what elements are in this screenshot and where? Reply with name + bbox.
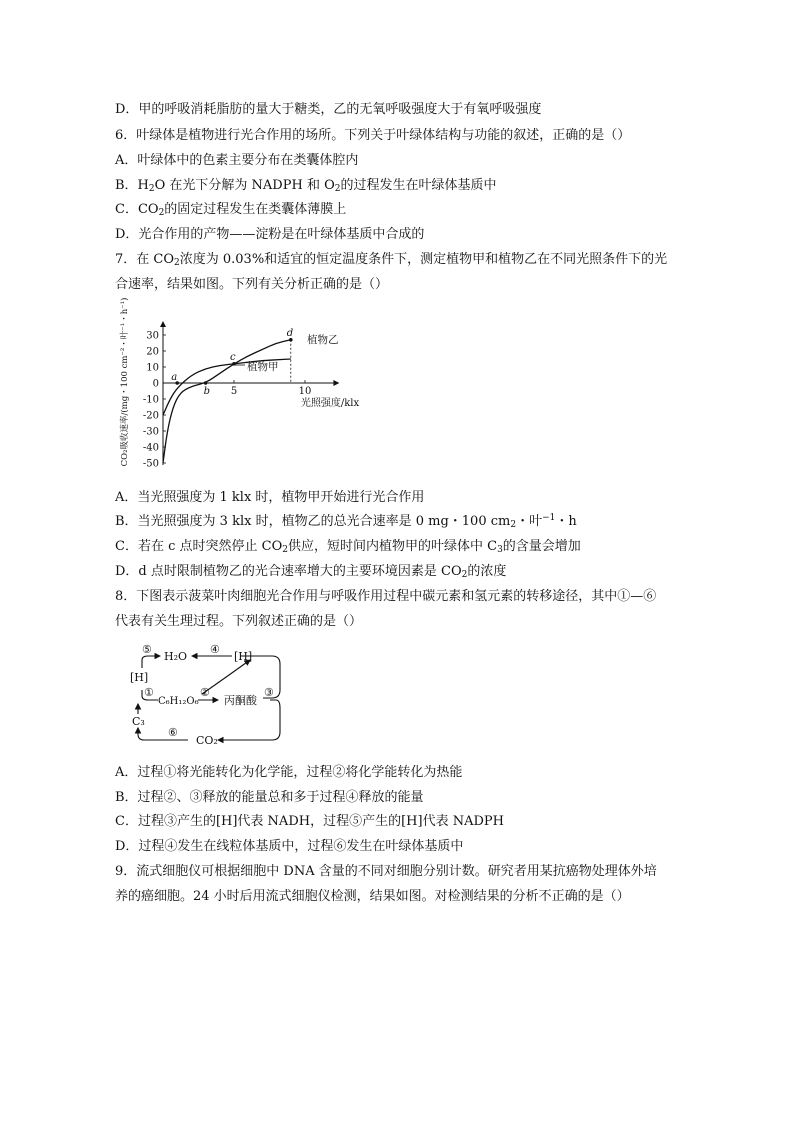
text-line: 8．下图表示菠菜叶肉细胞光合作用与呼吸作用过程中碳元素和氢元素的转移途径，其中①—⑥ <box>115 589 657 604</box>
text-line: A．过程①将光能转化为化学能，过程②将化学能转化为热能 <box>115 765 463 780</box>
text-segment: B．当光照强度为 3 klx 时，植物乙的总光合速率是 0 mg・100 cm <box>115 514 511 529</box>
text-line: A．当光照强度为 1 klx 时，植物甲开始进行光合作用 <box>115 490 425 505</box>
text-line: 6．叶绿体是植物进行光合作用的场所。下列关于叶绿体结构与功能的叙述，正确的是（） <box>115 128 631 143</box>
step-3-label: ③ <box>264 686 274 699</box>
y-tick-label: -20 <box>142 410 159 422</box>
h-left-to-h2o <box>142 656 160 668</box>
step-4-label: ④ <box>210 643 220 656</box>
text-line <box>115 513 577 531</box>
text-line: B．过程②、③释放的能量总和多于过程④释放的能量 <box>115 790 424 805</box>
step-5-label: ⑤ <box>142 643 152 656</box>
y-tick-label: -50 <box>142 458 159 470</box>
series-layer <box>163 340 291 463</box>
y-tick-label: -10 <box>142 394 159 406</box>
text-line: D．光合作用的产物——淀粉是在叶绿体基质中合成的 <box>115 227 425 242</box>
y-tick-label: 30 <box>146 330 159 342</box>
point-b <box>204 381 208 385</box>
text-segment: 的过程发生在叶绿体基质中 <box>340 178 497 193</box>
text-segment: ・h <box>555 514 577 529</box>
text-line: 养的癌细胞。24 小时后用流式细胞仪检测，结果如图。对检测结果的分析不正确的是（） <box>115 889 630 904</box>
text-line: D．过程④发生在线粒体基质中，过程⑥发生在叶绿体基质中 <box>115 839 464 854</box>
text-segment: 的固定过程发生在类囊体薄膜上 <box>164 202 347 217</box>
script-text: 2 <box>282 545 288 555</box>
text-segment: O 在光下分解为 NADPH 和 O <box>154 178 335 193</box>
glucose-label: C₆H₁₂O₆ <box>158 696 199 707</box>
text-segment: 7．在 CO <box>115 252 175 267</box>
y-tick-label: 10 <box>146 362 159 374</box>
script-text: 2 <box>174 258 180 268</box>
y-axis-label: CO₂吸收速率/(mg・100 cm⁻²・叶⁻¹・h⁻¹) <box>120 298 130 467</box>
script-text: 2 <box>334 184 341 194</box>
x-axis-arrow <box>333 380 339 386</box>
c3-label: C₃ <box>132 715 145 728</box>
h-left-label: [H] <box>130 671 149 684</box>
y-tick-label: 20 <box>146 346 159 358</box>
text-segment: C．CO <box>115 202 159 217</box>
text-line <box>115 201 346 219</box>
h-top-label: [H] <box>234 650 253 663</box>
step-6-label: ⑥ <box>168 726 178 739</box>
point-label-d: d <box>286 327 294 339</box>
script-text: −1 <box>542 513 556 523</box>
step-2-label: ② <box>200 686 210 699</box>
series-label-jia: 植物甲 <box>247 361 279 373</box>
text-segment: 浓度为 0.03%和适宜的恒定温度条件下，测定植物甲和植物乙在不同光照条件下的光 <box>179 252 668 267</box>
y-tick-label: -30 <box>142 426 159 438</box>
text-line: D．甲的呼吸消耗脂肪的量大于糖类，乙的无氧呼吸强度大于有氧呼吸强度 <box>115 102 542 117</box>
text-line <box>115 177 497 195</box>
script-text: 2 <box>461 570 468 580</box>
text-segment: 的浓度 <box>467 564 507 579</box>
x-tick-label: 10 <box>298 386 312 397</box>
co2-to-c3-loop <box>138 728 188 740</box>
h2o-label: H₂O <box>164 650 188 663</box>
script-text: 2 <box>158 208 165 218</box>
x-axis-label: 光照强度/klx <box>300 398 360 409</box>
text-line <box>115 251 667 269</box>
y-axis-arrow <box>160 321 166 327</box>
text-line: A．叶绿体中的色素主要分布在类囊体腔内 <box>115 153 359 168</box>
point-label-c: c <box>230 351 236 363</box>
text-line: 代表有关生理过程。下列叙述正确的是（） <box>115 614 363 629</box>
text-segment: D．d 点时限制植物乙的光合速率增大的主要环境因素是 CO <box>115 564 462 579</box>
text-line: 9．流式细胞仪可根据细胞中 DNA 含量的不同对细胞分别计数。研究者用某抗癌物处理体外培 <box>115 864 657 879</box>
text-segment: ・叶 <box>516 514 543 529</box>
series-line-yi <box>163 340 291 463</box>
point-label-a: a <box>171 372 178 383</box>
text-line <box>115 563 506 581</box>
text-line: C．过程③产生的[H]代表 NADH，过程⑤产生的[H]代表 NADPH <box>115 814 504 829</box>
y-tick-label: 0 <box>152 378 159 390</box>
text-line <box>115 538 581 556</box>
text-segment: C．若在 c 点时突然停止 CO <box>115 539 283 554</box>
text-line: 合速率，结果如图。下列有关分析正确的是（） <box>115 277 389 292</box>
text-segment: B．H <box>115 178 149 193</box>
light-response-chart <box>115 298 375 480</box>
pyruvate-label: 丙酮酸 <box>224 694 257 707</box>
script-text: 2 <box>510 520 517 530</box>
y-tick-label: -40 <box>142 442 159 454</box>
series-label-yi: 植物乙 <box>307 334 339 346</box>
script-text: 2 <box>148 184 155 194</box>
text-segment: 的含量会增加 <box>502 539 581 554</box>
x-tick-label: 5 <box>230 386 238 397</box>
carbon-hydrogen-pathway-diagram <box>120 638 295 756</box>
text-segment: 供应，短时间内植物甲的叶绿体中 C <box>287 539 498 554</box>
step-1-label: ① <box>144 686 154 699</box>
co2-label: CO₂ <box>196 734 218 747</box>
point-label-b: b <box>203 386 211 397</box>
script-text: 3 <box>497 545 503 555</box>
